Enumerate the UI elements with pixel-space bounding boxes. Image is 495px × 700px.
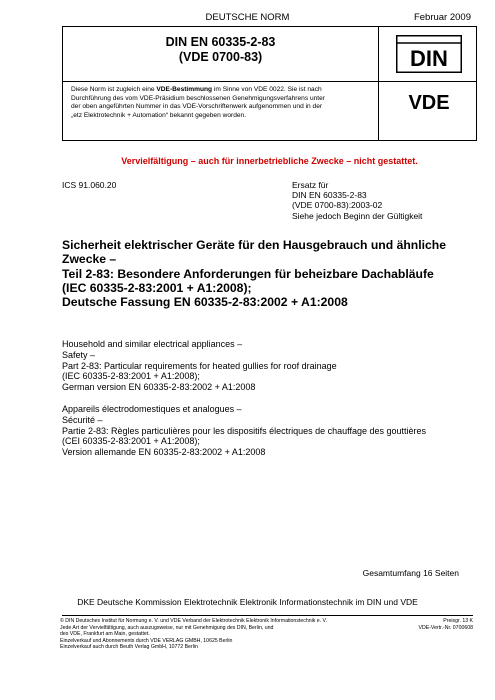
german-title-line: (IEC 60335-2-83:2001 + A1:2008); xyxy=(62,280,252,295)
title-box-divider-horizontal xyxy=(63,81,476,82)
replacement-info xyxy=(292,180,422,221)
german-title-line: Zwecke – xyxy=(62,252,117,267)
standard-type: DEUTSCHE NORM xyxy=(205,12,290,23)
footer-line: Einzelverkauf auch durch Beuth Verlag GmbH, 10772 Berlin xyxy=(60,644,198,651)
replacement-line: DIN EN 60335-2-83 xyxy=(292,190,367,201)
publication-date: Februar 2009 xyxy=(413,12,471,23)
german-title-line: Teil 2-83: Besondere Anforderungen für beheizbare Dachabläufe xyxy=(62,266,434,281)
french-title-line: Version allemande EN 60335-2-83:2002 + A1:2008 xyxy=(62,447,266,458)
vde-number: (VDE 0700-83) xyxy=(178,50,263,64)
french-title xyxy=(62,404,482,458)
title-box xyxy=(62,26,477,141)
english-title-line: German version EN 60335-2-83:2002 + A1:2008 xyxy=(62,382,256,393)
vde-notice xyxy=(71,86,371,120)
din-logo-icon xyxy=(396,35,462,73)
title-box-divider-vertical xyxy=(378,27,379,140)
footer-line: des VDE, Frankfurt am Main, gestattet. xyxy=(60,631,150,638)
vde-notice-bold: VDE-Bestimmung xyxy=(156,86,213,93)
dke-line: DKE Deutsche Kommission Elektrotechnik Elektronik Informationstechnik im DIN und VDE xyxy=(77,597,418,607)
ics-code: ICS 91.060.20 xyxy=(62,180,117,190)
replacement-line: (VDE 0700-83):2003-02 xyxy=(292,200,383,211)
vde-notice-text: im Sinne von VDE 0022. Sie ist nach xyxy=(212,86,322,93)
vde-notice-text: Durchführung des vom VDE-Präsidium beschlossenen Genehmigungsverfahrens unter xyxy=(71,94,325,102)
footer-line: Jede Art der Vervielfältigung, auch auszugsweise, nur mit Genehmigung des DIN, Berlin, und xyxy=(60,624,274,631)
order-number: VDE-Vertr.-Nr. 0700608 xyxy=(418,624,473,631)
footer-line: © DIN Deutsches Institut für Normung e. V. und VDE Verband der Elektrotechnik Elektronik Informationstechnik e. V. xyxy=(60,618,327,624)
copyright-footer xyxy=(60,618,420,651)
french-title-line: Sécurité – xyxy=(62,414,103,425)
total-pages: Gesamtumfang 16 Seiten xyxy=(362,568,459,578)
price-info xyxy=(419,618,474,631)
english-title-line: (IEC 60335-2-83:2001 + A1:2008); xyxy=(62,371,200,382)
footer-line: Einzelverkauf und Abonnements durch VDE VERLAG GMBH, 10625 Berlin xyxy=(60,637,233,644)
replacement-line: Siehe jedoch Beginn der Gültigkeit xyxy=(292,210,423,221)
standard-number: DIN EN 60335-2-83 xyxy=(165,35,276,49)
vde-notice-text: der oben angeführten Nummer in das VDE-Vorschriftenwerk aufgenommen und in der xyxy=(71,103,323,111)
din-logo-text: DIN xyxy=(410,46,448,71)
footer-divider xyxy=(62,615,473,616)
german-title-line: Deutsche Fassung EN 60335-2-83:2002 + A1:2008 xyxy=(62,295,348,310)
german-title-line: Sicherheit elektrischer Geräte für den Hausgebrauch und ähnliche xyxy=(62,238,447,252)
vde-notice-text: „etz Elektrotechnik + Automation“ bekannt gegeben worden. xyxy=(71,111,247,119)
english-title xyxy=(62,339,472,393)
french-title-line: Partie 2-83: Règles particulières pour les dispositifs électriques de chauffage des gouttières xyxy=(62,425,427,436)
german-title xyxy=(62,238,472,309)
price-group: Preisgr. 13 K xyxy=(443,618,473,624)
english-title-line: Safety – xyxy=(62,349,96,360)
reproduction-notice: Vervielfältigung – auch für innerbetriebliche Zwecke – nicht gestattet. xyxy=(121,156,418,166)
vde-logo-icon xyxy=(395,91,463,113)
english-title-line: Household and similar electrical appliances – xyxy=(62,339,243,349)
french-title-line: (CEI 60335-2-83:2001 + A1:2008); xyxy=(62,436,200,447)
replacement-line: Ersatz für xyxy=(292,180,329,190)
french-title-line: Appareils électrodomestiques et analogues – xyxy=(62,404,242,414)
vde-logo-text: VDE xyxy=(408,92,450,113)
vde-notice-text: Diese Norm ist zugleich eine xyxy=(71,86,157,93)
english-title-line: Part 2-83: Particular requirements for heated gullies for roof drainage xyxy=(62,360,337,371)
